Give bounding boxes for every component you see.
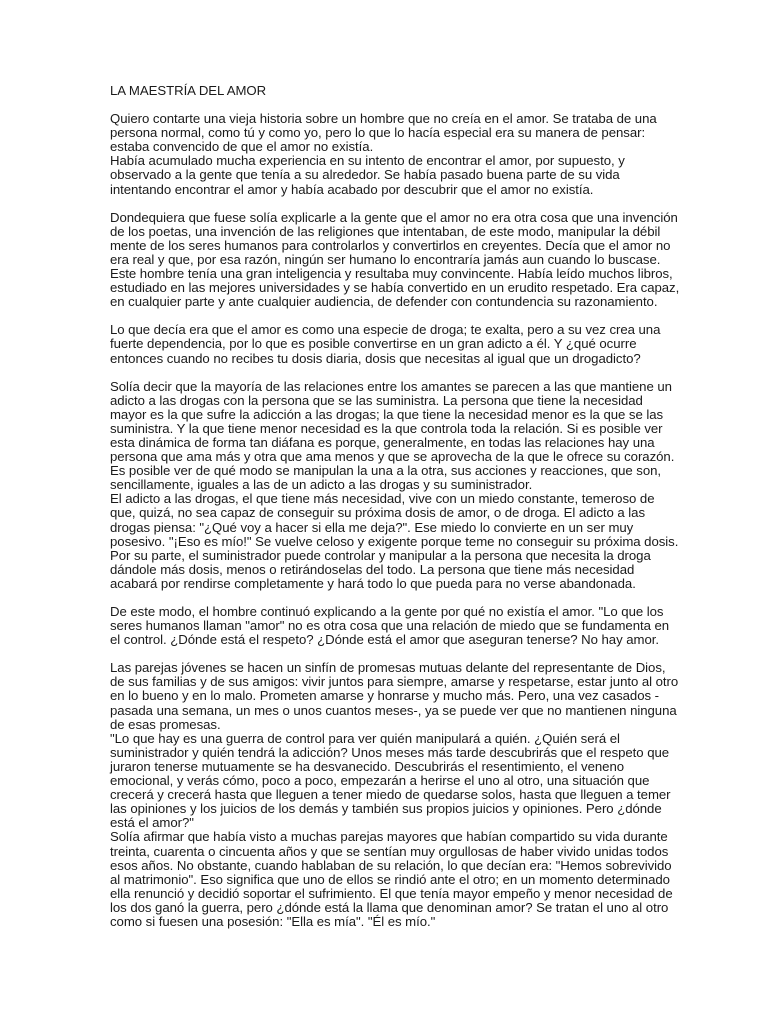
document-title: LA MAESTRÍA DEL AMOR xyxy=(110,83,267,98)
paragraph-4: Lo que decía era que el amor es como una especie de droga; te exalta, pero a su vez crea una fuerte dependencia, por lo que es posible convertirse en un gran adicto a él. Y ¿qué ocurre entonces cuando no recibes tu dosis diaria, dosis que necesitas al igual que un drogadicto? xyxy=(110,322,661,366)
paragraph-8: Las parejas jóvenes se hacen un sinfín de promesas mutuas delante del representante de Dios, de sus familias y de sus amigos: vivir juntos para siempre, amarse y respetarse, estar junto al otro en lo bueno y en lo malo. Prometen amarse y honrarse y mucho más. Pero, una vez casados -pasada una semana, un mes o unos cuantos meses-, ya se puede ver que no mantienen ninguna de esas promesas. xyxy=(110,660,679,732)
paragraph-1: Quiero contarte una vieja historia sobre un hombre que no creía en el amor. Se trataba de una persona normal, como tú y como yo, pero lo que lo hacía especial era su manera de pensar: estaba convencido de que el amor no existía. xyxy=(110,111,657,155)
document-page xyxy=(110,84,680,929)
paragraph-2: Había acumulado mucha experiencia en su intento de encontrar el amor, por supuesto, y observado a la gente que tenía a su alrededor. Se había pasado buena parte de su vida intentando encontrar el amor y había acabado por descubrir que el amor no existía. xyxy=(110,153,625,197)
paragraph-10: Solía afirmar que había visto a muchas parejas mayores que habían compartido su vida durante treinta, cuarenta o cincuenta años y que se sentían muy orgullosas de haber vivido unidas todos esos años. No obstante, cuando hablaban de su relación, lo que decían era: "Hemos sobrevivido al matrimonio". Eso significa que uno de ellos se rindió ante el otro; en un momento determinado ella renunció y decidió soportar el sufrimiento. El que tenía mayor empeño y menor necesidad de los dos ganó la guerra, pero ¿dónde está la llama que denominan amor? Se tratan el uno al otro como si fuesen una posesión: "Ella es mía". "Él es mío." xyxy=(110,829,673,929)
paragraph-6: El adicto a las drogas, el que tiene más necesidad, vive con un miedo constante, temeroso de que, quizá, no sea capaz de conseguir su próxima dosis de amor, o de droga. El adicto a las drogas piensa: "¿Qué voy a hacer si ella me deja?". Ese miedo lo convierte en un ser muy posesivo. "¡Eso es mío!" Se vuelve celoso y exigente porque teme no conseguir su próxima dosis. Por su parte, el suministrador puede controlar y manipular a la persona que necesita la droga dándole más dosis, menos o retirándoselas del todo. La persona que tiene más necesidad acabará por rendirse completamente y hará todo lo que pueda para no verse abandonada. xyxy=(110,491,679,591)
paragraph-9: "Lo que hay es una guerra de control para ver quién manipulará a quién. ¿Quién será el suministrador y quién tendrá la adicción? Unos meses más tarde descubrirás que el respeto que juraron tenerse mutuamente se ha desvanecido. Descubrirás el resentimiento, el veneno emocional, y verás cómo, poco a poco, empezarán a herirse el uno al otro, una situación que crecerá y crecerá hasta que lleguen a tener miedo de quedarse solos, hasta que lleguen a temer las opiniones y los juicios de los demás y también sus propios juicios y opiniones. Pero ¿dónde está el amor?" xyxy=(110,730,671,831)
paragraph-5: Solía decir que la mayoría de las relaciones entre los amantes se parecen a las que mantiene un adicto a las drogas con la persona que se las suministra. La persona que tiene la necesidad mayor es la que sufre la adicción a las drogas; la que tiene la necesidad menor es la que se las suministra. Y la que tiene menor necesidad es la que controla toda la relación. Si es posible ver esta dinámica de forma tan diáfana es porque, generalmente, en todas las relaciones hay una persona que ama más y otra que ama menos y que se aprovecha de la que le ofrece su corazón. Es posible ver de qué modo se manipulan la una a la otra, sus acciones y reacciones, que son, sencillamente, iguales a las de un adicto a las drogas y su suministrador. xyxy=(110,378,675,493)
paragraph-3: Dondequiera que fuese solía explicarle a la gente que el amor no era otra cosa que una invención de los poetas, una invención de las religiones que intentaban, de este modo, manipular la débil mente de los seres humanos para controlarlos y convertirlos en creyentes. Decía que el amor no era real y que, por esa razón, ningún ser humano lo encontraría jamás aun cuando lo buscase. Este hombre tenía una gran inteligencia y resultaba muy convincente. Había leído muchos libros, estudiado en las mejores universidades y se había convertido en un erudito respetado. Era capaz, en cualquier parte y ante cualquier audiencia, de defender con contundencia su razonamiento. xyxy=(110,209,680,310)
paragraph-7: De este modo, el hombre continuó explicando a la gente por qué no existía el amor. "Lo que los seres humanos llaman "amor" no es otra cosa que una relación de miedo que se fundamenta en el control. ¿Dónde está el respeto? ¿Dónde está el amor que aseguran tenerse? No hay amor. xyxy=(110,604,670,648)
